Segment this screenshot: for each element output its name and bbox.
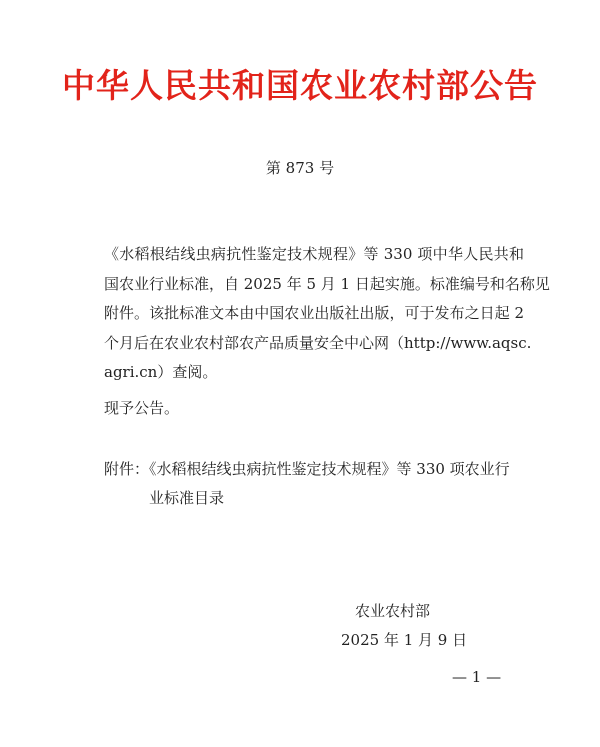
body-line-2: 国农业行业标准，自 2025 年 5 月 1 日起实施。标准编号和名称见 (104, 274, 550, 293)
document-title: 中华人民共和国农业农村部公告 (62, 66, 538, 105)
issue-date: 2025 年 1 月 9 日 (341, 631, 468, 649)
body-line-1: 《水稻根结线虫病抗性鉴定技术规程》等 330 项中华人民共和 (104, 245, 524, 263)
announcement-number: 第 873 号 (265, 159, 335, 177)
body-line-5: agri.cn）查阅。 (104, 363, 218, 381)
attachment-line-1: 附件：《水稻根结线虫病抗性鉴定技术规程》等 330 项农业行 (104, 460, 510, 478)
announcement-body (104, 240, 550, 388)
attachment-line-2: 业标准目录 (149, 489, 225, 507)
body-line-4: 个月后在农业农村部农产品质量安全中心网（http://www.aqsc. (104, 333, 532, 352)
body-line-3: 附件。该批标准文本由中国农业出版社出版，可于发布之日起 2 (104, 304, 524, 322)
attachment-block (104, 455, 524, 513)
notice-text: 现予公告。 (104, 399, 180, 417)
issuing-organization: 农业农村部 (355, 602, 431, 620)
page-number: — 1 — (452, 668, 502, 686)
